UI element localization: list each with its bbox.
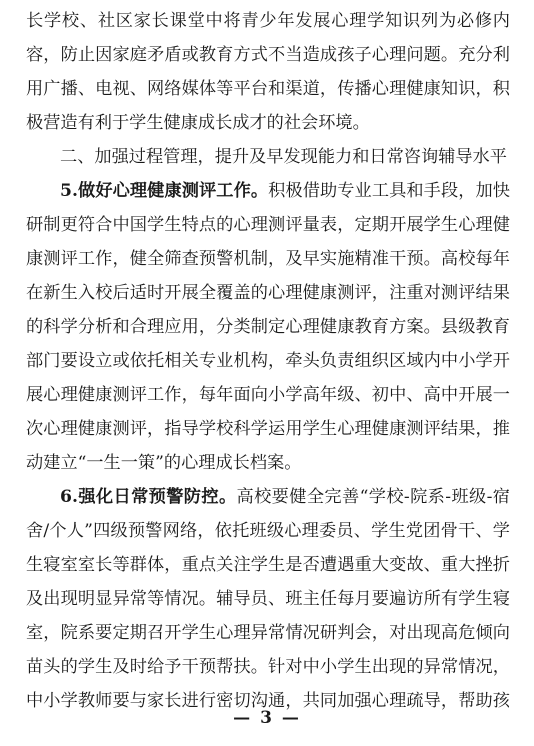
- text-line: 苗头的学生及时给予干预帮扶。针对中小学生出现的异常情况，: [26, 657, 510, 677]
- text-line: 及出现明显异常等情况。辅导员、班主任每月要遍访所有学生寝: [26, 589, 510, 609]
- text-line: 康测评工作，健全筛查预警机制，及早实施精准干预。高校每年: [26, 249, 510, 269]
- text-line: 部门要设立或依托相关专业机构，牵头负责组织区域内中小学开: [26, 351, 510, 371]
- text-line: 生寝室室长等群体，重点关注学生是否遭遇重大变故、重大挫折: [26, 555, 510, 575]
- item-6-paragraph: [26, 480, 510, 718]
- text-line: 次心理健康测评，指导学校科学运用学生心理健康测评结果，推: [26, 419, 510, 439]
- text-line: 舍/个人”四级预警网络，依托班级心理委员、学生党团骨干、学: [26, 521, 510, 541]
- text-line: 的科学分析和合理应用，分类制定心理健康教育方案。县级教育: [26, 317, 510, 337]
- text-line: 动建立“一生一策”的心理成长档案。: [26, 453, 302, 473]
- section-heading: 二、加强过程管理，提升及早发现能力和日常咨询辅导水平: [60, 147, 507, 167]
- text-line: 中小学教师要与家长进行密切沟通，共同加强心理疏导，帮助孩: [26, 691, 510, 711]
- intro-paragraph: [26, 4, 510, 140]
- item-6-first-line: 高校要健全完善“学校-院系-班级-宿: [236, 487, 510, 507]
- text-line: 研制更符合中国学生特点的心理测评量表，定期开展学生心理健: [26, 215, 510, 235]
- page-number: — 3 —: [233, 708, 301, 728]
- text-line: 室，院系要定期召开学生心理异常情况研判会，对出现高危倾向: [26, 623, 510, 643]
- text-line: 用广播、电视、网络媒体等平台和渠道，传播心理健康知识，积: [26, 79, 510, 99]
- text-line: [26, 174, 510, 208]
- item-5-title: 5.做好心理健康测评工作。: [60, 181, 269, 201]
- item-5-paragraph: [26, 174, 510, 480]
- text-line: [26, 480, 510, 514]
- document-page: [26, 4, 510, 718]
- text-line: 在新生入校后适时开展全覆盖的心理健康测评，注重对测评结果: [26, 283, 510, 303]
- item-6-title: 6.强化日常预警防控。: [60, 487, 237, 507]
- text-line: 容，防止因家庭矛盾或教育方式不当造成孩子心理问题。充分利: [26, 45, 510, 65]
- text-line: 展心理健康测评工作，每年面向小学高年级、初中、高中开展一: [26, 385, 510, 405]
- text-line: 极营造有利于学生健康成长成才的社会环境。: [26, 113, 370, 133]
- text-line: 长学校、社区家长课堂中将青少年发展心理学知识列为必修内: [26, 11, 510, 31]
- item-5-first-line: 积极借助专业工具和手段，加快: [268, 181, 510, 201]
